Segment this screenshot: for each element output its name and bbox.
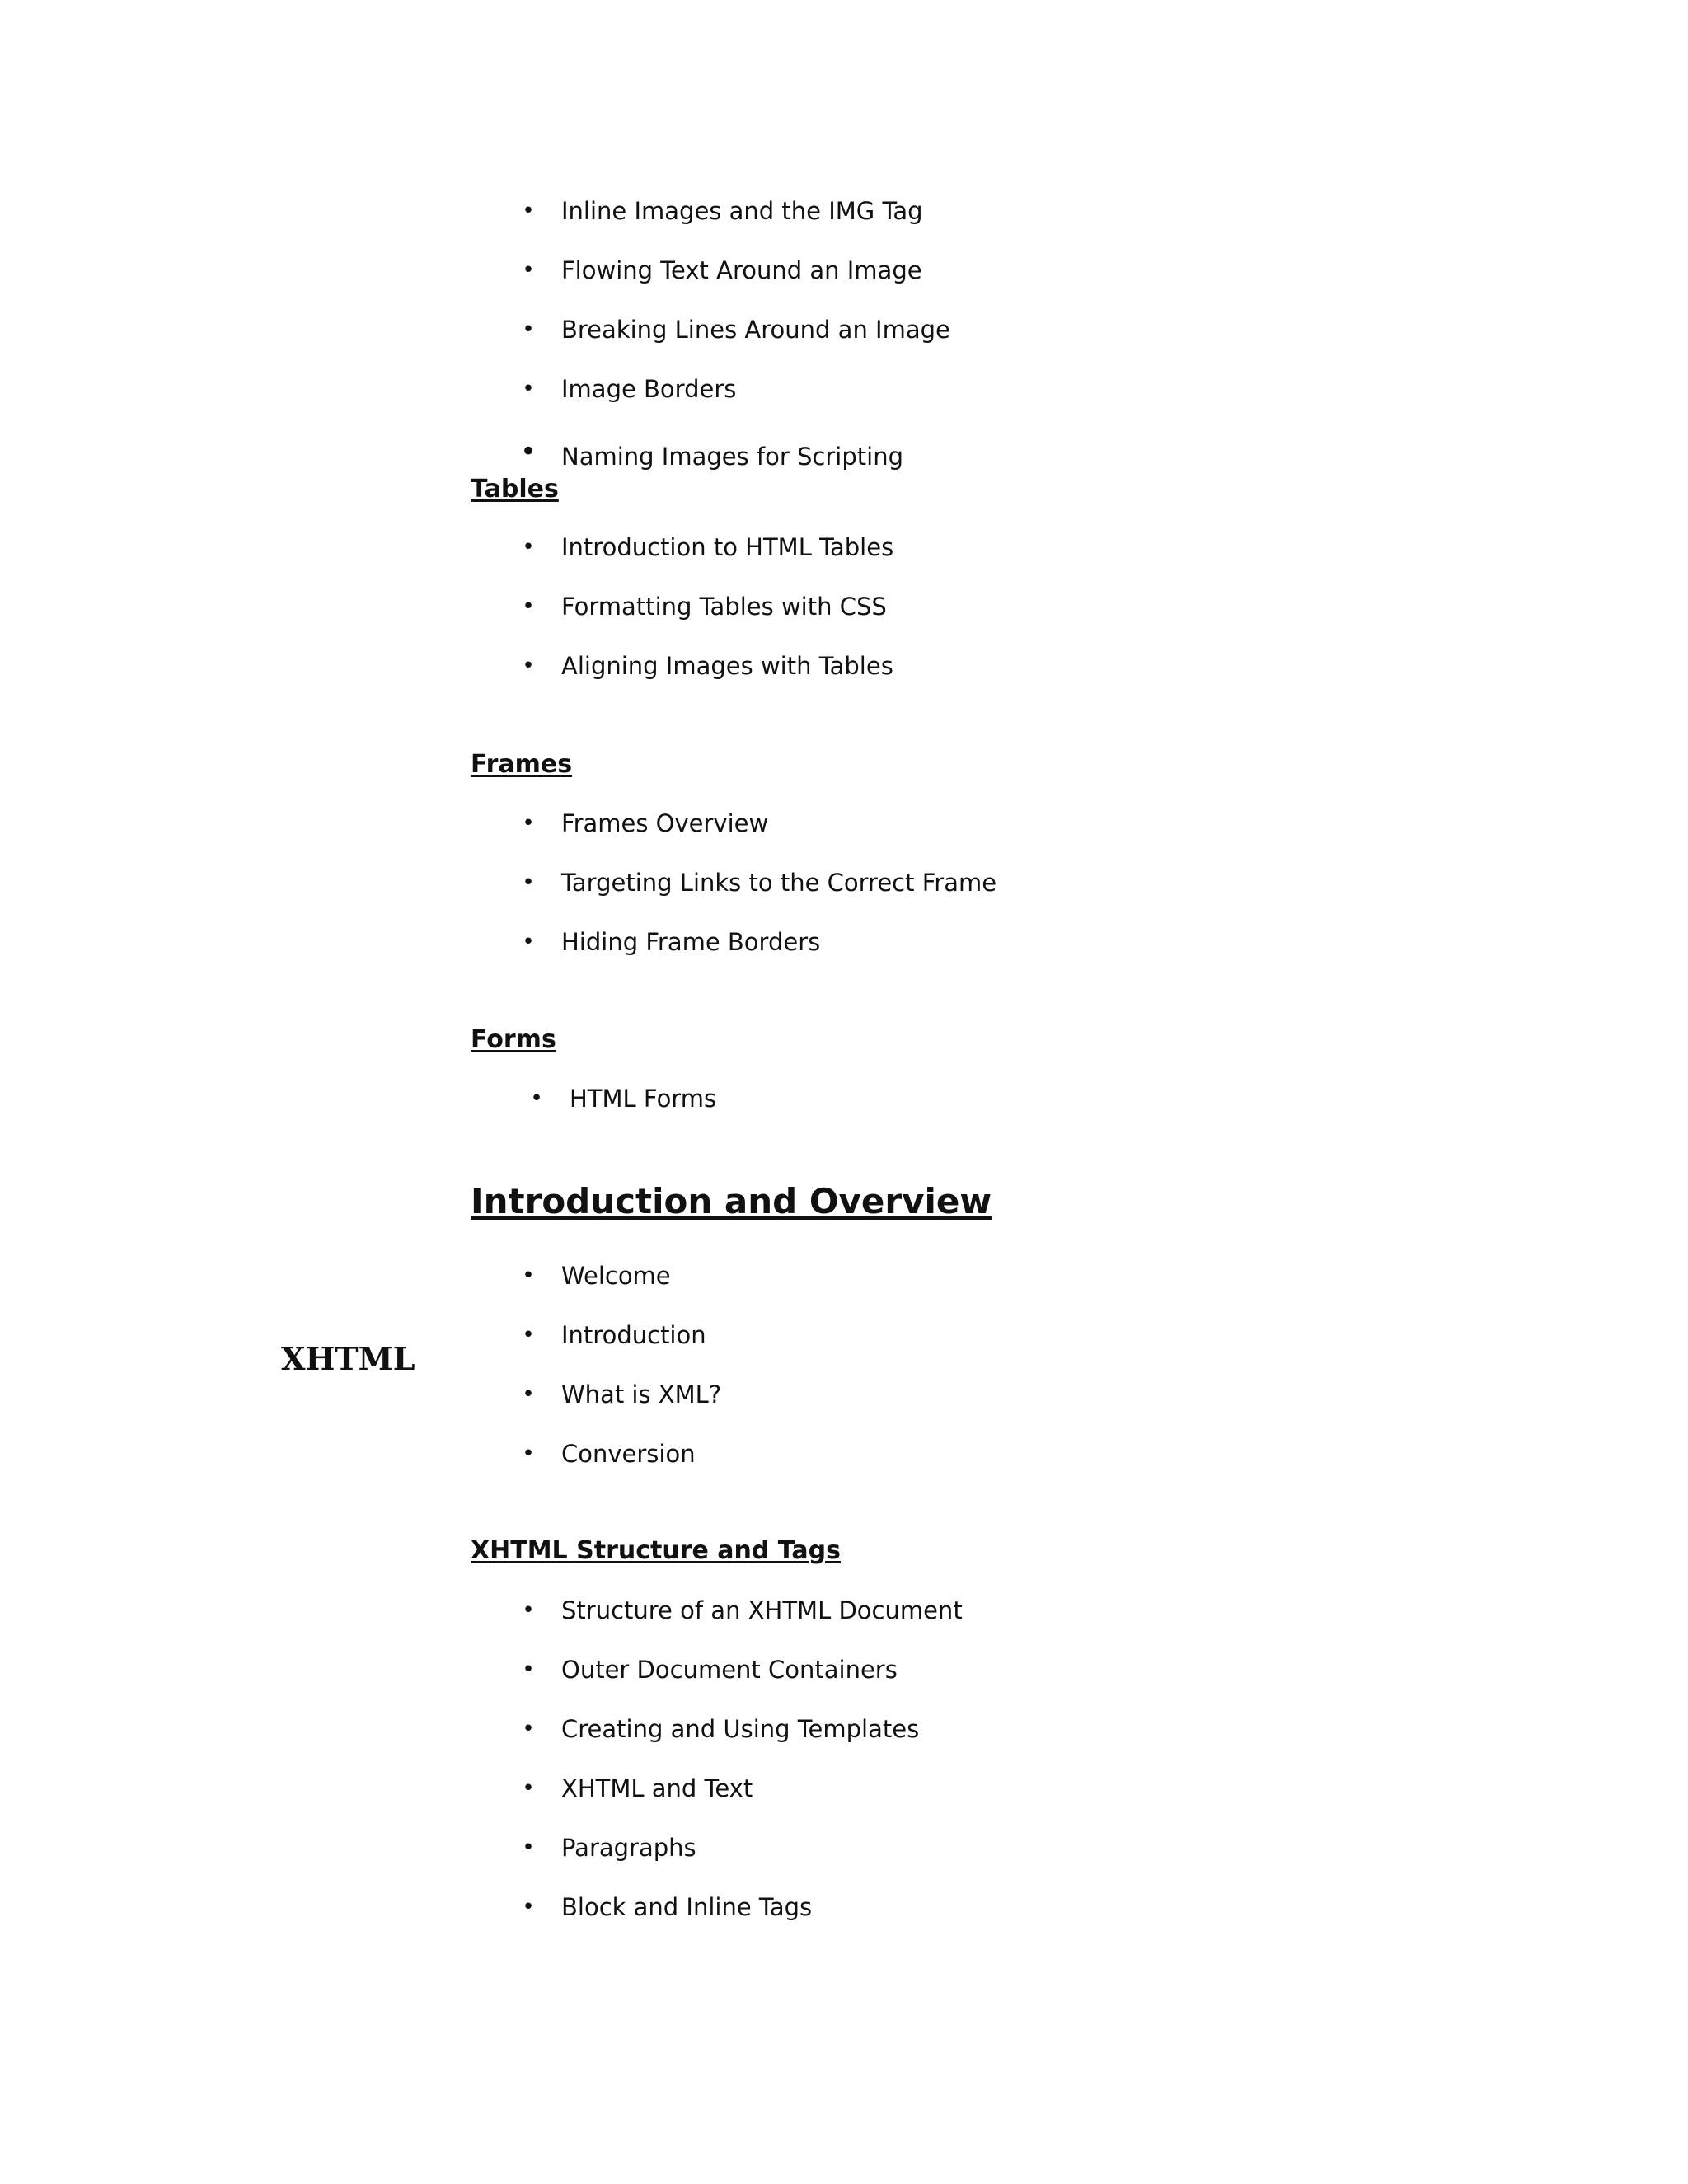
list-item-label: Naming Images for Scripting (561, 443, 903, 471)
list-item-label: Hiding Frame Borders (561, 928, 821, 956)
list-item-label: Targeting Links to the Correct Frame (561, 869, 997, 897)
bullet-icon: • (522, 258, 535, 283)
list-item-label: HTML Forms (570, 1085, 717, 1113)
bullet-icon: • (522, 1441, 535, 1466)
list-item-label: Breaking Lines Around an Image (561, 316, 950, 344)
list-item-label: Structure of an XHTML Document (561, 1596, 963, 1624)
list-item-label: Block and Inline Tags (561, 1893, 813, 1921)
list-item-label: Aligning Images with Tables (561, 652, 893, 680)
bullet-icon: • (530, 1086, 543, 1111)
bullet-icon: • (522, 1657, 535, 1682)
bullet-icon: • (522, 1776, 535, 1801)
bullet-icon: • (522, 535, 535, 560)
list-item-label: Image Borders (561, 375, 737, 403)
list-item-label: Introduction (561, 1321, 706, 1349)
tables-heading: Tables (471, 475, 559, 504)
bullet-icon: • (522, 377, 535, 401)
list-item-label: Welcome (561, 1262, 671, 1290)
list-item-label: Creating and Using Templates (561, 1715, 920, 1743)
list-item-label: What is XML? (561, 1380, 722, 1408)
xhtml-structure-heading: XHTML Structure and Tags (471, 1536, 841, 1565)
bullet-icon: • (519, 435, 537, 468)
bullet-icon: • (522, 317, 535, 342)
list-item-label: Outer Document Containers (561, 1656, 898, 1684)
bullet-icon: • (522, 1598, 535, 1623)
xhtml-side-label: XHTML (281, 1340, 415, 1377)
bullet-icon: • (522, 654, 535, 678)
frames-heading: Frames (471, 750, 573, 779)
bullet-icon: • (522, 1835, 535, 1860)
bullet-icon: • (522, 594, 535, 619)
list-item-label: Frames Overview (561, 809, 769, 837)
list-item-label: Introduction to HTML Tables (561, 533, 894, 561)
list-item-label: Formatting Tables with CSS (561, 593, 887, 621)
list-item-label: Inline Images and the IMG Tag (561, 197, 923, 225)
bullet-icon: • (522, 1382, 535, 1407)
bullet-icon: • (522, 811, 535, 836)
intro-overview-heading: Introduction and Overview (471, 1181, 992, 1221)
bullet-icon: • (522, 1263, 535, 1288)
list-item-label: Paragraphs (561, 1834, 696, 1862)
bullet-icon: • (522, 1895, 535, 1919)
bullet-icon: • (522, 1323, 535, 1347)
bullet-icon: • (522, 199, 535, 223)
bullet-icon: • (522, 930, 535, 954)
forms-heading: Forms (471, 1025, 556, 1054)
bullet-icon: • (522, 1717, 535, 1741)
list-item-label: Conversion (561, 1440, 696, 1468)
bullet-icon: • (522, 870, 535, 895)
list-item-label: Flowing Text Around an Image (561, 256, 922, 284)
list-item-label: XHTML and Text (561, 1774, 753, 1802)
